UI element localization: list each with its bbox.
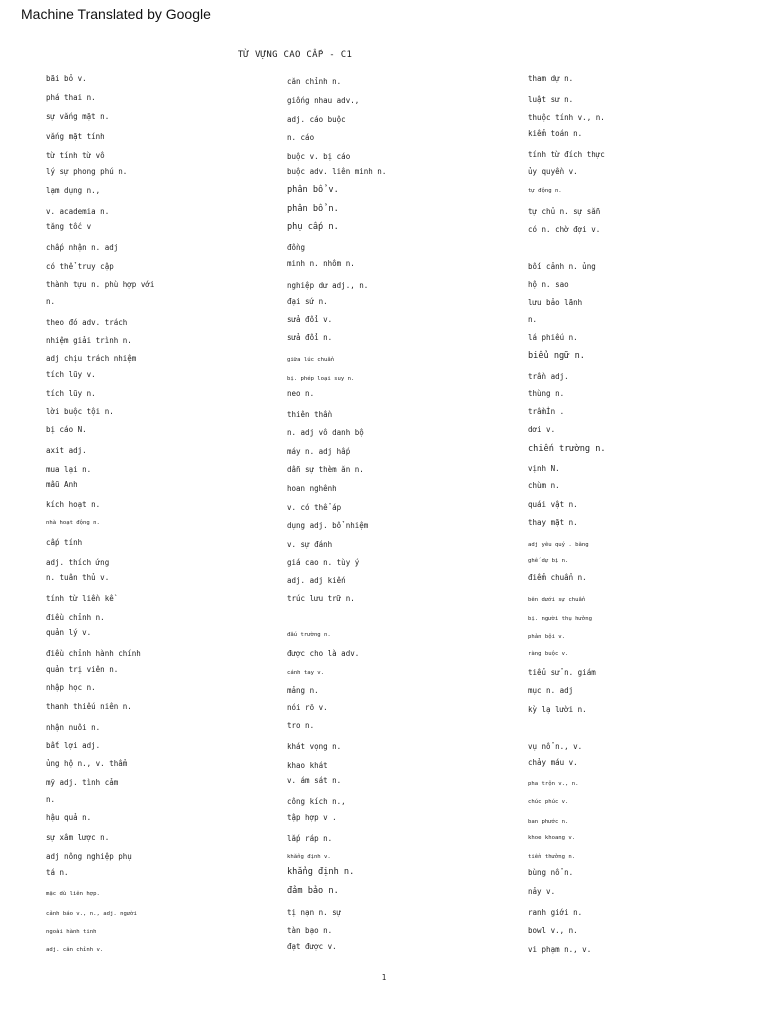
vocab-entry: nhập học n. bbox=[46, 683, 96, 692]
vocab-entry: vắng mặt tính bbox=[46, 132, 105, 141]
vocab-entry: tập hợp v . bbox=[287, 813, 337, 822]
vocab-entry: v. có thể áp bbox=[287, 503, 342, 512]
vocab-entry: adj. adj kiến bbox=[287, 576, 346, 585]
vocab-entry: từ tính từ vô bbox=[46, 151, 105, 160]
vocab-entry: bowl v., n. bbox=[528, 926, 578, 935]
vocab-entry: pha trộn v., n. bbox=[528, 781, 579, 787]
vocab-entry: phân bổ v. bbox=[287, 185, 339, 195]
vocab-entry: tiền thưởng n. bbox=[528, 854, 576, 860]
vocab-entry: dơi v. bbox=[528, 425, 556, 434]
vocab-entry: cánh tay v. bbox=[287, 670, 325, 676]
vocab-entry: đảm bảo n. bbox=[287, 886, 339, 896]
vocab-entry: tàn bạo n. bbox=[287, 926, 333, 935]
vocab-entry: khao khát bbox=[287, 761, 328, 770]
vocab-entry: quản trị viên n. bbox=[46, 665, 119, 674]
vocab-entry: nhận nuôi n. bbox=[46, 723, 101, 732]
vocab-entry: có n. chờ đợi v. bbox=[528, 225, 601, 234]
vocab-entry: bị cáo N. bbox=[46, 425, 87, 434]
vocab-entry: sửa đổi n. bbox=[287, 333, 333, 342]
vocab-entry: phân bổ n. bbox=[287, 204, 339, 214]
vocab-entry: tính từ liền kề bbox=[46, 594, 114, 603]
vocab-entry: vụ nổ n., v. bbox=[528, 742, 583, 751]
vocab-entry: kỳ lạ lười n. bbox=[528, 705, 587, 714]
vocab-entry: buộc adv. liên minh n. bbox=[287, 167, 387, 176]
vocab-entry: đạt được v. bbox=[287, 942, 337, 951]
vocab-entry: ràng buộc v. bbox=[528, 651, 569, 657]
vocab-entry: ngoài hành tinh bbox=[46, 929, 97, 935]
vocab-entry: biểu ngữ n. bbox=[528, 351, 585, 361]
vocab-entry: giá cao n. tùy ý bbox=[287, 558, 360, 567]
vocab-entry: lý sự phong phú n. bbox=[46, 167, 128, 176]
vocab-entry: phản bội v. bbox=[528, 634, 566, 640]
vocab-entry: quản lý v. bbox=[46, 628, 92, 637]
vocab-entry: phụ cấp n. bbox=[287, 222, 339, 232]
vocab-entry: bối cảnh n. ủng bbox=[528, 262, 596, 271]
vocab-entry: bãi bỏ v. bbox=[46, 74, 87, 83]
vocab-entry: mặc dù liên hợp. bbox=[46, 891, 100, 897]
vocab-entry: buộc v. bị cáo bbox=[287, 152, 351, 161]
vocab-entry: bên dưới sự chuẩn bbox=[528, 597, 586, 603]
vocab-entry: bị. người thụ hưởng bbox=[528, 616, 592, 622]
vocab-entry: chấp nhận n. adj bbox=[46, 243, 119, 252]
vocab-entry: trầmİn . bbox=[528, 407, 565, 416]
vocab-entry: tham dự n. bbox=[528, 74, 574, 83]
vocab-entry: mỹ adj. tình cảm bbox=[46, 778, 119, 787]
vocab-entry: kiểm toán n. bbox=[528, 129, 583, 138]
page-title: TỪ VỰNG CAO CẤP - C1 bbox=[237, 50, 353, 60]
vocab-entry: adj. căn chỉnh v. bbox=[46, 947, 104, 953]
vocab-entry: nói rõ v. bbox=[287, 703, 328, 712]
vocab-entry: kích hoạt n. bbox=[46, 500, 101, 509]
vocab-entry: mảng n. bbox=[287, 686, 319, 695]
vocab-entry: bất lợi adj. bbox=[46, 741, 101, 750]
vocab-entry: tự động n. bbox=[528, 188, 562, 194]
vocab-entry: lạm dụng n., bbox=[46, 186, 101, 195]
vocab-entry: khẳng định n. bbox=[287, 867, 355, 877]
vocab-entry: dẫn sự thèm ăn n. bbox=[287, 465, 364, 474]
vocab-entry: hộ n. sao bbox=[528, 280, 569, 289]
vocab-entry: adj. thích ứng bbox=[46, 558, 110, 567]
vocab-entry: được cho là adv. bbox=[287, 649, 360, 658]
vocab-entry: tích lũy v. bbox=[46, 370, 96, 379]
vocab-entry: điều chỉnh n. bbox=[46, 613, 105, 622]
vocab-entry: n. bbox=[46, 795, 56, 804]
vocab-entry: mẫu Anh bbox=[46, 480, 78, 489]
vocab-entry: sửa đổi v. bbox=[287, 315, 333, 324]
vocab-entry: hoan nghênh bbox=[287, 484, 337, 493]
vocab-entry: v. sự đánh bbox=[287, 540, 333, 549]
vocab-entry: axit adj. bbox=[46, 446, 87, 455]
vocab-entry: adj nông nghiệp phụ bbox=[46, 852, 132, 861]
vocab-entry: khoe khoang v. bbox=[528, 835, 576, 841]
vocab-entry: tăng tốc v bbox=[46, 222, 92, 231]
vocab-entry: bị. phép loại suy n. bbox=[287, 376, 355, 382]
vocab-entry: giữa lúc chuẩn bbox=[287, 357, 335, 363]
vocab-entry: tự chủ n. sự sẵn bbox=[528, 207, 601, 216]
vocab-entry: lắp ráp n. bbox=[287, 834, 333, 843]
machine-translated-banner: Machine Translated by Google bbox=[21, 6, 211, 22]
vocab-entry: n. adj vô danh bộ bbox=[287, 428, 364, 437]
vocab-entry: chiến trường n. bbox=[528, 444, 606, 454]
vocab-entry: thiên thần bbox=[287, 410, 333, 419]
vocab-entry: thay mặt n. bbox=[528, 518, 578, 527]
vocab-entry: tích lũy n. bbox=[46, 389, 96, 398]
vocab-entry: đấu trường n. bbox=[287, 632, 331, 638]
vocab-entry: lưu bảo lãnh bbox=[528, 298, 583, 307]
vocab-entry: nhà hoạt động n. bbox=[46, 520, 100, 526]
vocab-entry: thành tựu n. phù hợp với bbox=[46, 280, 155, 289]
vocab-entry: tiểu sử n. giám bbox=[528, 668, 596, 677]
vocab-entry: ghế dự bị n. bbox=[528, 558, 569, 564]
vocab-entry: theo đó adv. trách bbox=[46, 318, 128, 327]
vocab-entry: n. bbox=[528, 315, 538, 324]
vocab-entry: tị nạn n. sự bbox=[287, 908, 342, 917]
vocab-entry: ủy quyền v. bbox=[528, 167, 578, 176]
vocab-entry: quái vật n. bbox=[528, 500, 578, 509]
vocab-entry: điều chỉnh hành chính bbox=[46, 649, 141, 658]
vocab-entry: tính từ đích thực bbox=[528, 150, 605, 159]
vocab-entry: adj yêu quý . băng bbox=[528, 542, 589, 548]
vocab-entry: điểm chuẩn n. bbox=[528, 573, 587, 582]
vocab-entry: giống nhau adv., bbox=[287, 96, 360, 105]
vocab-entry: v. academia n. bbox=[46, 207, 110, 216]
vocab-entry: nhiệm giải trình n. bbox=[46, 336, 132, 345]
vocab-entry: có thể truy cập bbox=[46, 262, 114, 271]
vocab-entry: cảnh báo v., n., adj. người bbox=[46, 911, 137, 917]
vocab-entry: mua lại n. bbox=[46, 465, 92, 474]
vocab-entry: vịnh N. bbox=[528, 464, 560, 473]
vocab-entry: vi phạm n., v. bbox=[528, 945, 592, 954]
vocab-entry: hậu quả n. bbox=[46, 813, 92, 822]
vocab-entry: tá n. bbox=[46, 868, 69, 877]
vocab-entry: khát vọng n. bbox=[287, 742, 342, 751]
vocab-entry: dụng adj. bổ nhiệm bbox=[287, 521, 369, 530]
vocab-entry: chảy máu v. bbox=[528, 758, 578, 767]
vocab-entry: lời buộc tội n. bbox=[46, 407, 114, 416]
vocab-entry: sự xâm lược n. bbox=[46, 833, 110, 842]
vocab-entry: đại sứ n. bbox=[287, 297, 328, 306]
vocab-entry: chùm n. bbox=[528, 481, 560, 490]
vocab-entry: ban phước n. bbox=[528, 819, 569, 825]
vocab-entry: chúc phúc v. bbox=[528, 799, 569, 805]
vocab-entry: nghiệp dư adj., n. bbox=[287, 281, 369, 290]
vocab-entry: máy n. adj hấp bbox=[287, 447, 351, 456]
vocab-entry: v. ám sát n. bbox=[287, 776, 342, 785]
vocab-entry: tro n. bbox=[287, 721, 315, 730]
vocab-entry: adj chịu trách nhiệm bbox=[46, 354, 137, 363]
vocab-entry: thanh thiếu niên n. bbox=[46, 702, 132, 711]
page-number: 1 bbox=[381, 973, 387, 982]
vocab-entry: n. cáo bbox=[287, 133, 315, 142]
vocab-entry: sự vắng mặt n. bbox=[46, 112, 110, 121]
vocab-entry: n. bbox=[46, 297, 56, 306]
vocab-entry: lá phiếu n. bbox=[528, 333, 578, 342]
vocab-entry: adj. cáo buộc bbox=[287, 115, 346, 124]
vocab-entry: căn chỉnh n. bbox=[287, 77, 342, 86]
vocab-entry: thùng n. bbox=[528, 389, 565, 398]
vocab-entry: n. tuân thủ v. bbox=[46, 573, 110, 582]
vocab-entry: ủng hộ n., v. thẩm bbox=[46, 759, 128, 768]
vocab-entry: phá thai n. bbox=[46, 93, 96, 102]
vocab-entry: luật sư n. bbox=[528, 95, 574, 104]
vocab-entry: trần adj. bbox=[528, 372, 569, 381]
vocab-entry: neo n. bbox=[287, 389, 315, 398]
vocab-entry: công kích n., bbox=[287, 797, 346, 806]
vocab-entry: khẳng định v. bbox=[287, 854, 331, 860]
vocab-entry: nảy v. bbox=[528, 887, 556, 896]
vocab-entry: mục n. adj bbox=[528, 686, 574, 695]
vocab-entry: trúc lưu trữ n. bbox=[287, 594, 355, 603]
vocab-entry: ranh giới n. bbox=[528, 908, 583, 917]
vocab-entry: đồng bbox=[287, 243, 306, 252]
vocab-entry: bùng nổ n. bbox=[528, 868, 574, 877]
vocab-entry: minh n. nhôm n. bbox=[287, 259, 355, 268]
vocab-entry: cấp tính bbox=[46, 538, 83, 547]
vocab-entry: thuộc tính v., n. bbox=[528, 113, 605, 122]
